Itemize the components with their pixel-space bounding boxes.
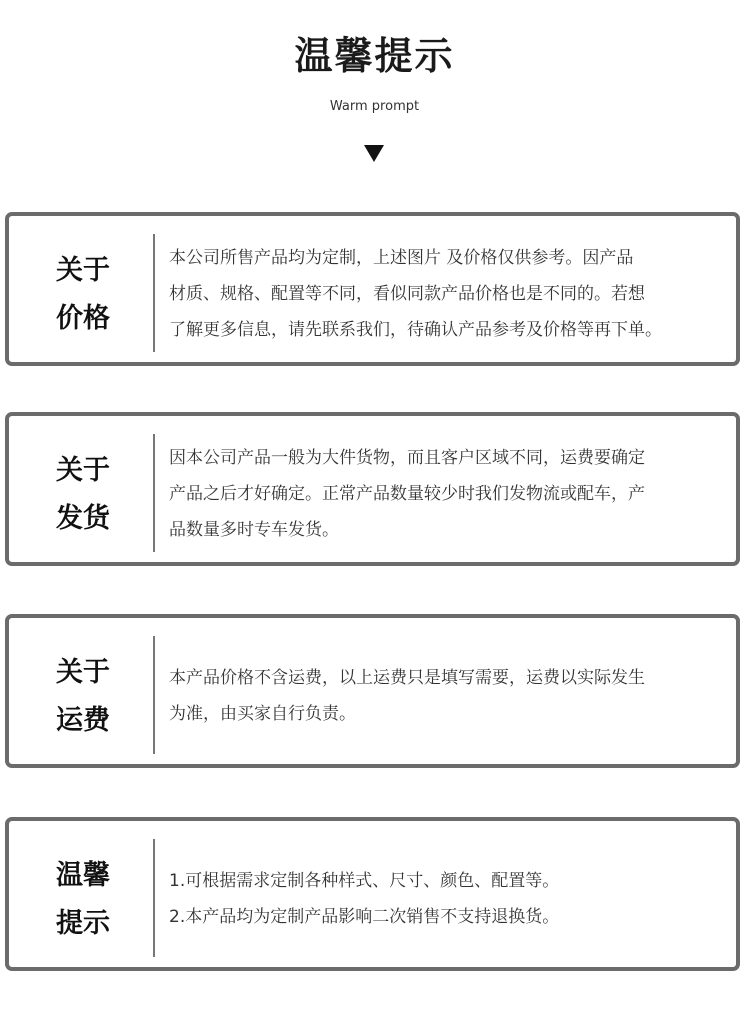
card-body bbox=[169, 863, 744, 935]
card-divider bbox=[153, 434, 155, 552]
card-label bbox=[31, 649, 135, 745]
card-body bbox=[169, 240, 744, 348]
card-text-line: 为准，由买家自行负责。 bbox=[169, 704, 356, 724]
card-text-line: 因本公司产品一般为大件货物，而且客户区域不同，运费要确定 bbox=[169, 448, 645, 468]
card-divider bbox=[153, 234, 155, 352]
card-label bbox=[31, 247, 135, 343]
card-body bbox=[169, 660, 744, 732]
info-card-freight bbox=[5, 614, 740, 768]
card-label bbox=[31, 447, 135, 543]
card-divider bbox=[153, 839, 155, 957]
info-card-price bbox=[5, 212, 740, 366]
card-body bbox=[169, 440, 744, 548]
card-label-line: 温馨 bbox=[56, 860, 110, 891]
card-label-line: 关于 bbox=[56, 455, 110, 486]
card-label-line: 运费 bbox=[56, 705, 110, 736]
info-card-tips bbox=[5, 817, 740, 971]
card-divider bbox=[153, 636, 155, 754]
card-label-line: 关于 bbox=[56, 255, 110, 286]
card-text-line: 品数量多时专车发货。 bbox=[169, 520, 339, 540]
card-text-line: 了解更多信息，请先联系我们，待确认产品参考及价格等再下单。 bbox=[169, 320, 662, 340]
card-label-line: 关于 bbox=[56, 657, 110, 688]
info-card-shipping bbox=[5, 412, 740, 566]
page-header bbox=[0, 0, 749, 180]
card-text-line: 1.可根据需求定制各种样式、尺寸、颜色、配置等。 bbox=[169, 871, 560, 891]
card-text-line: 2.本产品均为定制产品影响二次销售不支持退换货。 bbox=[169, 907, 560, 927]
card-text-line: 产品之后才好确定。正常产品数量较少时我们发物流或配车，产 bbox=[169, 484, 645, 504]
down-triangle-icon bbox=[364, 145, 384, 162]
card-label bbox=[31, 852, 135, 948]
card-label-line: 提示 bbox=[56, 908, 110, 939]
card-text-line: 材质、规格、配置等不同，看似同款产品价格也是不同的。若想 bbox=[169, 284, 645, 304]
card-text-line: 本产品价格不含运费，以上运费只是填写需要，运费以实际发生 bbox=[169, 668, 645, 688]
page-title: 温馨提示 bbox=[294, 34, 455, 78]
card-label-line: 发货 bbox=[56, 503, 110, 534]
card-text-line: 本公司所售产品均为定制，上述图片 及价格仅供参考。因产品 bbox=[169, 248, 634, 268]
card-label-line: 价格 bbox=[56, 303, 110, 334]
page-subtitle: Warm prompt bbox=[329, 99, 420, 114]
